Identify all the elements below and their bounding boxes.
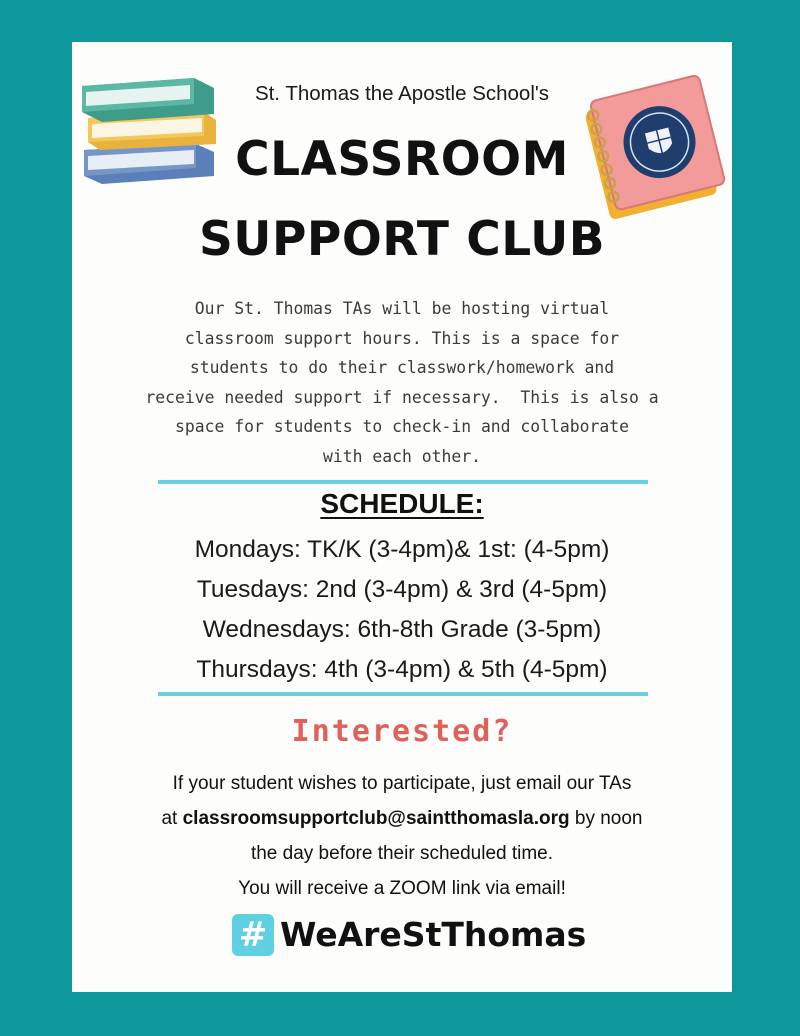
interested-heading: Interested?	[291, 714, 513, 749]
school-name: St. Thomas the Apostle School's	[254, 82, 550, 105]
intro-line: with each other.	[323, 446, 481, 466]
cta-line1: If your student wishes to participate, just email our TAs	[172, 773, 632, 794]
divider-bottom	[158, 692, 648, 696]
divider-top	[158, 480, 648, 484]
email-link[interactable]: classroomsupportclub@saintthomasla.org	[182, 808, 570, 829]
schedule-item-mondays: Mondays: TK/K (3-4pm)& 1st: (4-5pm)	[194, 536, 610, 563]
hashtag	[232, 912, 592, 962]
schedule-list	[72, 530, 732, 690]
hash-icon: #	[232, 914, 274, 956]
hashtag-text: WeAreStThomas	[280, 915, 587, 954]
intro-line: students to do their classwork/homework and	[189, 358, 615, 377]
cta-line4: You will receive a ZOOM link via email!	[238, 878, 566, 899]
intro-line: receive needed support if necessary. This is also a	[145, 387, 659, 407]
intro-line: space for students to check-in and collaborate	[175, 417, 629, 436]
schedule-item-wednesdays: Wednesdays: 6th-8th Grade (3-5pm)	[202, 616, 602, 643]
flyer-page	[72, 42, 732, 992]
cta-line3: the day before their scheduled time.	[250, 843, 554, 864]
schedule-item-tuesdays: Tuesdays: 2nd (3-4pm) & 3rd (4-5pm)	[196, 576, 608, 603]
intro-line: classroom support hours. This is a space for	[184, 328, 620, 348]
cta-line2	[112, 801, 692, 836]
intro-paragraph	[112, 294, 692, 471]
schedule-item-thursdays: Thursdays: 4th (3-4pm) & 5th (4-5pm)	[196, 656, 608, 683]
cta-paragraph	[112, 766, 692, 906]
cta-line2-prefix: at	[161, 808, 183, 829]
intro-line: Our St. Thomas TAs will be hosting virtual	[194, 299, 610, 318]
page-title-line2: SUPPORT CLUB	[198, 212, 606, 267]
schedule-heading: SCHEDULE:	[320, 488, 484, 519]
cta-line2-suffix: by noon	[569, 808, 643, 829]
page-title-line1: CLASSROOM	[235, 132, 569, 187]
